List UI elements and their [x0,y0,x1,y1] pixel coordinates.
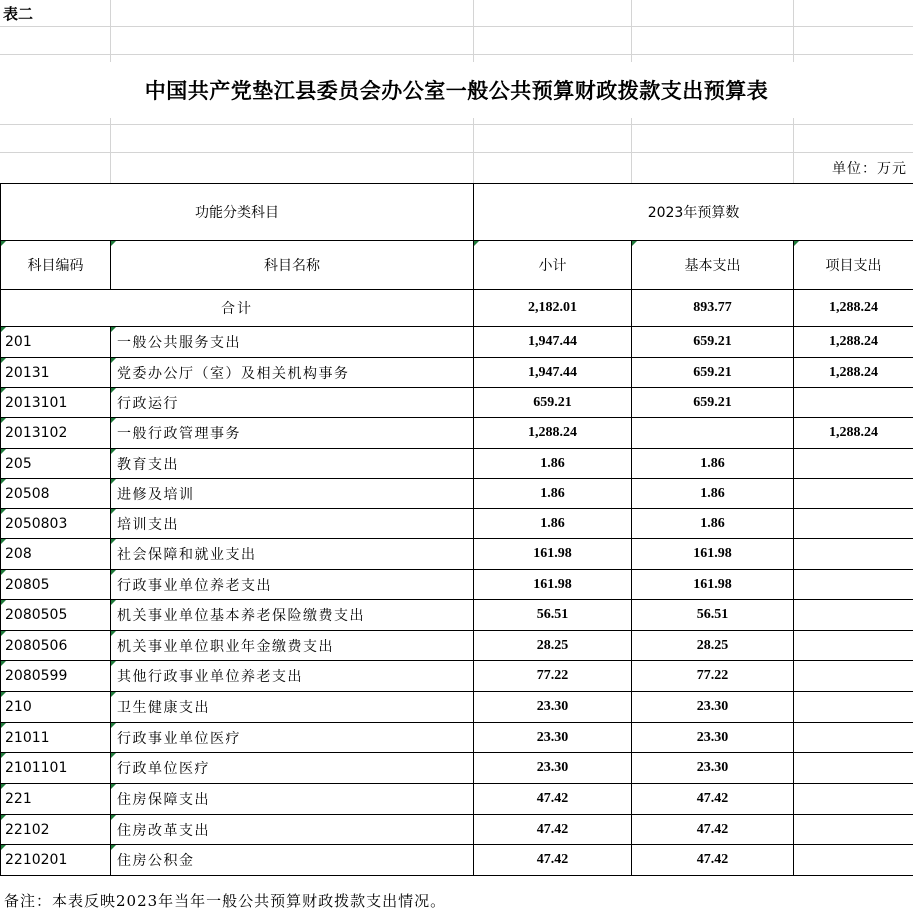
row-name: 机关事业单位基本养老保险缴费支出 [111,600,474,631]
row-name: 党委办公厅（室）及相关机构事务 [111,358,474,388]
total-basic: 893.77 [632,290,794,327]
table-row [1,539,913,570]
row-name: 住房公积金 [111,845,474,876]
row-subtotal: 28.25 [474,631,632,661]
table-row [1,418,913,449]
row-basic: 23.30 [632,753,794,784]
row-subtotal: 1,947.44 [474,327,632,358]
row-subtotal: 161.98 [474,570,632,600]
row-code: 20131 [1,358,111,388]
row-project [794,449,913,479]
table-row [1,815,913,845]
row-project [794,600,913,631]
row-project [794,661,913,692]
row-basic: 659.21 [632,388,794,418]
table-row [1,449,913,479]
row-name: 机关事业单位职业年金缴费支出 [111,631,474,661]
row-project [794,539,913,570]
header-basic: 基本支出 [632,241,794,290]
table-row [1,631,913,661]
table-row [1,358,913,388]
row-basic [632,418,794,449]
row-name: 卫生健康支出 [111,692,474,723]
row-basic: 161.98 [632,570,794,600]
row-subtotal: 659.21 [474,388,632,418]
table-row [1,753,913,784]
table-row [1,570,913,600]
row-subtotal: 23.30 [474,692,632,723]
header-name: 科目名称 [111,241,474,290]
row-subtotal: 56.51 [474,600,632,631]
unit-label: 单位：万元 [832,161,907,177]
row-name: 培训支出 [111,509,474,539]
row-basic: 77.22 [632,661,794,692]
row-basic: 659.21 [632,327,794,358]
row-code: 20508 [1,479,111,509]
header-function-category: 功能分类科目 [1,184,474,241]
table-row [1,479,913,509]
row-code: 210 [1,692,111,723]
gridline [0,152,913,153]
row-name: 住房改革支出 [111,815,474,845]
row-name: 其他行政事业单位养老支出 [111,661,474,692]
table-row [1,327,913,358]
sheet-label: 表二 [3,4,34,23]
row-name: 住房保障支出 [111,784,474,815]
row-project [794,815,913,845]
row-code: 208 [1,539,111,570]
gridline [0,124,913,125]
row-subtotal: 1.86 [474,449,632,479]
row-code: 2101101 [1,753,111,784]
row-code: 2080505 [1,600,111,631]
row-subtotal: 1.86 [474,509,632,539]
table-row [1,509,913,539]
row-code: 2080506 [1,631,111,661]
row-project [794,570,913,600]
row-basic: 47.42 [632,784,794,815]
row-subtotal: 1.86 [474,479,632,509]
row-code: 2050803 [1,509,111,539]
row-project [794,479,913,509]
header-subtotal: 小计 [474,241,632,290]
row-project [794,753,913,784]
row-subtotal: 1,288.24 [474,418,632,449]
row-name: 行政事业单位医疗 [111,723,474,753]
row-subtotal: 1,947.44 [474,358,632,388]
row-basic: 659.21 [632,358,794,388]
row-name: 教育支出 [111,449,474,479]
row-basic: 1.86 [632,449,794,479]
row-name: 进修及培训 [111,479,474,509]
row-project [794,723,913,753]
row-name: 行政单位医疗 [111,753,474,784]
row-code: 20805 [1,570,111,600]
footnote: 备注：本表反映2023年当年一般公共预算财政拨款支出情况。 [4,891,447,910]
row-name: 行政运行 [111,388,474,418]
row-name: 社会保障和就业支出 [111,539,474,570]
page-title: 中国共产党垫江县委员会办公室一般公共预算财政拨款支出预算表 [0,62,913,118]
row-code: 2080599 [1,661,111,692]
budget-table [0,183,913,876]
row-code: 2013102 [1,418,111,449]
total-row [1,290,913,327]
table-row [1,692,913,723]
table-row [1,388,913,418]
row-subtotal: 77.22 [474,661,632,692]
row-basic: 47.42 [632,845,794,876]
gridline [0,26,913,27]
row-code: 201 [1,327,111,358]
row-subtotal: 47.42 [474,784,632,815]
row-subtotal: 23.30 [474,723,632,753]
row-subtotal: 47.42 [474,845,632,876]
row-name: 行政事业单位养老支出 [111,570,474,600]
row-name: 一般公共服务支出 [111,327,474,358]
total-subtotal: 2,182.01 [474,290,632,327]
row-code: 22102 [1,815,111,845]
row-project [794,509,913,539]
total-project: 1,288.24 [794,290,913,327]
gridline [0,54,913,55]
row-project: 1,288.24 [794,358,913,388]
row-subtotal: 161.98 [474,539,632,570]
table-row [1,723,913,753]
table-row [1,845,913,876]
row-code: 21011 [1,723,111,753]
row-code: 2210201 [1,845,111,876]
row-project: 1,288.24 [794,327,913,358]
header-project: 项目支出 [794,241,913,290]
row-basic: 161.98 [632,539,794,570]
row-basic: 47.42 [632,815,794,845]
row-basic: 28.25 [632,631,794,661]
row-name: 一般行政管理事务 [111,418,474,449]
row-project [794,631,913,661]
row-basic: 23.30 [632,692,794,723]
header-code: 科目编码 [1,241,111,290]
row-subtotal: 47.42 [474,815,632,845]
row-code: 2013101 [1,388,111,418]
row-basic: 1.86 [632,509,794,539]
total-label: 合计 [1,290,474,327]
table-row [1,661,913,692]
header-budget-year: 2023年预算数 [474,184,913,241]
row-project [794,845,913,876]
row-project: 1,288.24 [794,418,913,449]
row-project [794,692,913,723]
row-project [794,388,913,418]
row-subtotal: 23.30 [474,753,632,784]
table-row [1,784,913,815]
row-basic: 1.86 [632,479,794,509]
table-row [1,600,913,631]
row-code: 205 [1,449,111,479]
row-project [794,784,913,815]
row-basic: 56.51 [632,600,794,631]
row-basic: 23.30 [632,723,794,753]
row-code: 221 [1,784,111,815]
